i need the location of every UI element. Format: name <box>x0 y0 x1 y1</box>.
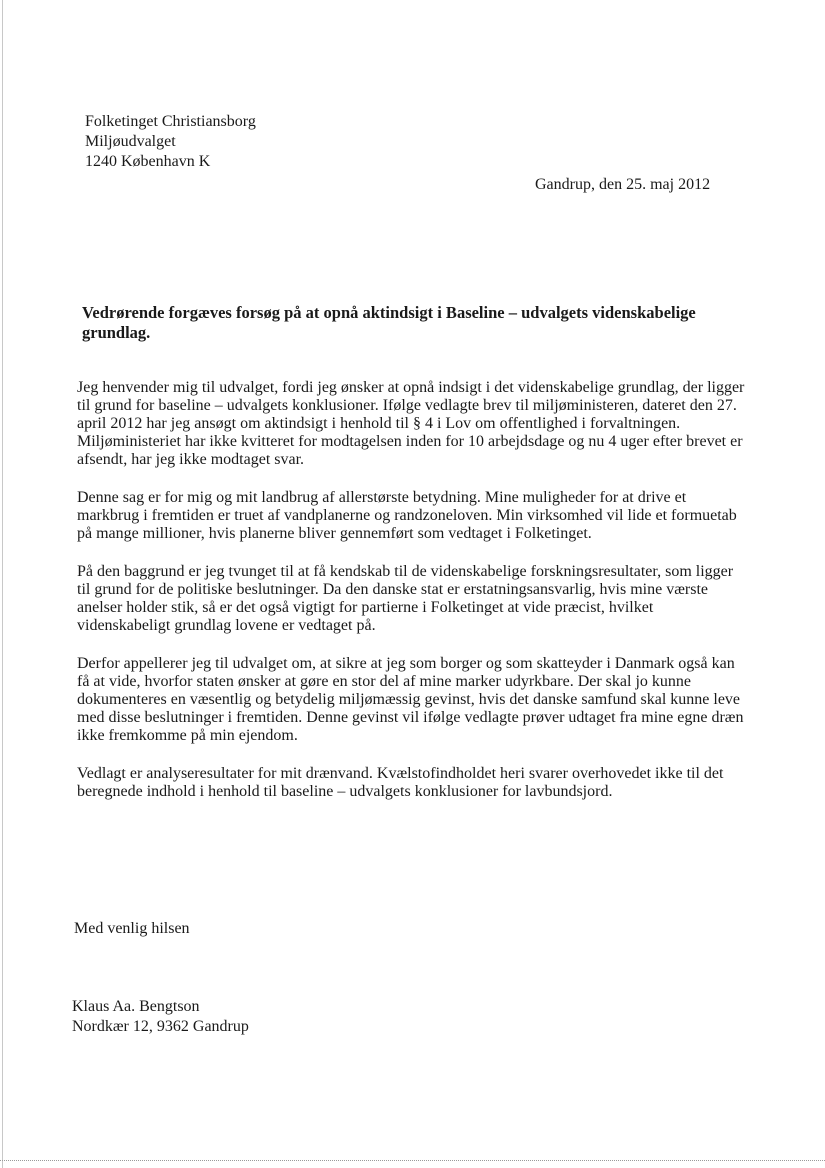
sender-address: Nordkær 12, 9362 Gandrup <box>72 1018 249 1035</box>
letter-subject: Vedrørende forgæves forsøg på at opnå aktindsigt i Baseline – udvalgets videnskabelige grundlag. <box>82 303 696 342</box>
sender-block <box>72 997 249 1037</box>
scan-left-edge <box>2 0 3 1168</box>
body-paragraph-2: Denne sag er for mig og mit landbrug af allerstørste betydning. Mine muligheder for at drive et markbrug i fremtiden er truet af vandplanerne og randzoneloven. Min virksomhed vil lide et formuetab på mange millioner, hvis planerne bliver gennemført som vedtaget i Folketinget. <box>77 489 737 542</box>
letter-body <box>77 379 749 821</box>
recipient-address <box>85 112 256 172</box>
recipient-line-3: 1240 København K <box>85 153 211 170</box>
body-paragraph-5: Vedlagt er analyseresultater for mit drænvand. Kvælstofindholdet heri svarer overhovedet ikke til det beregnede indhold i henhold til baseline – udvalgets konklusioner for lavbundsjord. <box>77 765 724 800</box>
letter-date: Gandrup, den 25. maj 2012 <box>535 176 711 193</box>
scan-bottom-edge <box>0 1160 825 1162</box>
recipient-line-2: Miljøudvalget <box>85 133 176 150</box>
recipient-line-1: Folketinget Christiansborg <box>85 113 256 130</box>
body-paragraph-1: Jeg henvender mig til udvalget, fordi jeg ønsker at opnå indsigt i det videnskabelige grundlag, der ligger til grund for baseline – udvalgets konklusioner. Ifølge vedlagte brev til miljøministeren, dateret den 27. april 2012 har jeg ansøgt om aktindsigt i henhold til § 4 i Lov om offentlighed i forvaltningen. Miljøministeriet har ikke kvitteret for modtagelsen inden for 10 arbejdsdage og nu 4 uger efter brevet er afsendt, har jeg ikke modtaget svar. <box>77 379 745 468</box>
body-paragraph-3: På den baggrund er jeg tvunget til at få kendskab til de videnskabelige forskningsresultater, som ligger til grund for de politiske beslutninger. Da den danske stat er erstatningsansvarlig, hvis mine værste anelser holder stik, så er det også vigtigt for partierne i Folketinget at vide præcist, hvilket videnskabeligt grundlag lovene er vedtaget på. <box>77 563 734 634</box>
sender-name: Klaus Aa. Bengtson <box>72 998 200 1015</box>
body-paragraph-4: Derfor appellerer jeg til udvalget om, at sikre at jeg som borger og som skatteyder i Danmark også kan få at vide, hvorfor staten ønsker at gøre en stor del af mine marker udyrkbare. Der skal jo kunne dokumenteres en væsentlig og betydelig miljømæssig gevinst, hvis det danske samfund skal kunne leve med disse beslutninger i fremtiden. Denne gevinst vil ifølge vedlagte prøver udtaget fra mine egne dræn ikke fremkomme på min ejendom. <box>77 655 744 744</box>
letter-closing: Med venlig hilsen <box>74 920 190 937</box>
